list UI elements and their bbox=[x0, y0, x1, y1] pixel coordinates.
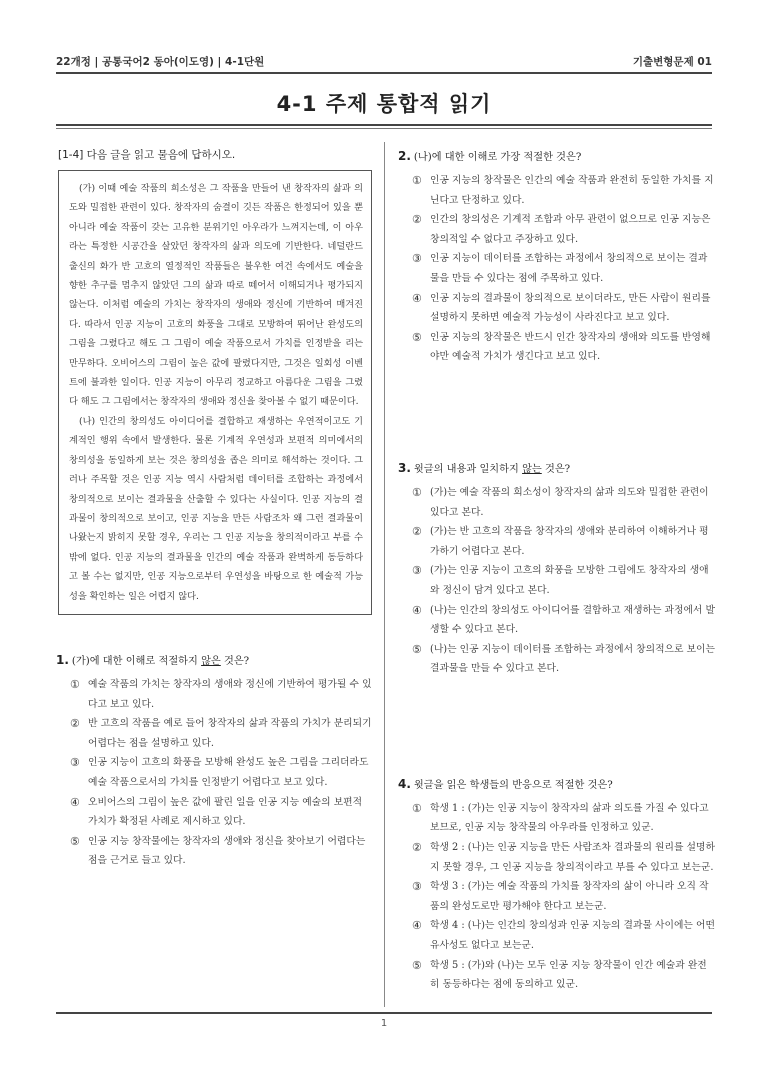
option[interactable] bbox=[56, 832, 372, 871]
option-marker: ④ bbox=[412, 291, 422, 305]
option-marker: ② bbox=[70, 717, 80, 731]
instruction: [1-4] 다음 글을 읽고 물음에 답하시오. bbox=[58, 149, 236, 161]
page-number: 1 bbox=[380, 1018, 388, 1029]
option-marker: ② bbox=[412, 525, 422, 539]
option-marker: ④ bbox=[412, 603, 422, 617]
option[interactable] bbox=[398, 838, 716, 877]
option-marker: ⑤ bbox=[412, 642, 422, 656]
option-marker: ① bbox=[412, 174, 422, 187]
option-text: 인간의 창의성은 기계적 조합과 아무 관련이 없으므로 인공 지능은 창의적일 수 없다고 주장하고 있다. bbox=[430, 214, 711, 245]
option[interactable] bbox=[398, 956, 716, 995]
page-title: 4-1 주제 통합적 읽기 bbox=[276, 92, 492, 116]
question-1 bbox=[56, 651, 372, 871]
question-number: 1. bbox=[56, 652, 69, 667]
option[interactable] bbox=[398, 289, 716, 328]
option-text: 인공 지능의 결과물이 창의적으로 보이더라도, 만든 사람이 원리를 설명하지 못하면 예술적 가능성이 사라진다고 보고 있다. bbox=[430, 292, 711, 324]
option-text: (나)는 인간의 창의성도 아이디어를 결합하고 재생하는 과정에서 발생할 수 있다고 본다. bbox=[430, 604, 715, 636]
option-marker: ② bbox=[412, 841, 422, 855]
option-marker: ① bbox=[412, 801, 422, 815]
option[interactable] bbox=[398, 601, 716, 640]
option-text: (가)는 반 고흐의 작품을 창작자의 생애와 분리하여 이해하거나 평가하기 어렵다고 본다. bbox=[430, 526, 709, 557]
question-1-stem: 1. (가)에 대한 이해로 적절하지 않은 것은? bbox=[56, 652, 250, 667]
option[interactable] bbox=[398, 561, 716, 600]
option-text: 인공 지능이 데이터를 조합하는 과정에서 창의적으로 보이는 결과물을 만들 수 있다는 점에 주목하고 있다. bbox=[430, 253, 708, 284]
option-marker: ⑤ bbox=[412, 330, 422, 344]
option-text: (가)는 예술 작품의 희소성이 창작자의 삶과 의도와 밀접한 관련이 있다고 본다. bbox=[430, 486, 709, 518]
option[interactable] bbox=[398, 483, 716, 522]
question-number: 3. bbox=[398, 460, 411, 475]
option[interactable] bbox=[398, 877, 716, 916]
left-column bbox=[56, 147, 372, 871]
option-text: 오비어스의 그림이 높은 값에 팔린 일을 인공 지능 예술의 보편적 가치가 확정된 사례로 제시하고 있다. bbox=[88, 796, 363, 828]
question-3 bbox=[398, 459, 716, 679]
option-text: 인공 지능이 고흐의 화풍을 모방해 완성도 높은 그림을 그리더라도 예술 작품으로서의 가치를 인정받기 어렵다고 보고 있다. bbox=[88, 757, 369, 788]
option-text: (나)는 인공 지능이 데이터를 조합하는 과정에서 창의적으로 보이는 결과물을 만들 수 있다고 본다. bbox=[430, 643, 715, 675]
question-4 bbox=[398, 775, 716, 995]
passage-paragraph-na: (나) 인간의 창의성도 아이디어를 결합하고 재생하는 우연적이고도 기계적인 행위 속에서 발생한다. 물론 기계적 우연성과 보편적 의미에서의 창의성을 동일하게 보는 것은 창의성을 좁은 의미로 해석하는 것이다. 그러나 주목할 것은 인공 지능 역시 사람처럼 데이터를 조합하는 과정에서 창의적으로 보이는 결과물을 산출할 수 있다는 사실이다. 인공 지능의 결과물이 창의적으로 보이고, 인공 지능을 만든 사람조차 왜 그런 결과물이 나왔는지 밝히지 못할 경우, 우리는 그 인공 지능을 창의적이라고 부를 수밖에 없다. 인공 지능의 결과물을 인간의 예술 작품과 완벽하게 동등하다고 볼 수는 없지만, 인공 지능으로부터 우연성을 바탕으로 한 예술적 가능성을 확인하는 일은 어렵지 않다. bbox=[69, 415, 363, 602]
option-marker: ② bbox=[412, 213, 422, 227]
option-text: 인공 지능 창작물에는 창작자의 생애와 정신을 찾아보기 어렵다는 점을 근거로 들고 있다. bbox=[88, 835, 366, 867]
option[interactable] bbox=[56, 753, 372, 792]
option-marker: ④ bbox=[70, 795, 80, 809]
option-marker: ⑤ bbox=[70, 834, 80, 848]
option-marker: ⑤ bbox=[412, 958, 422, 972]
option-text: 학생 5 : (가)와 (나)는 모두 인공 지능 창작물이 인간 예술과 완전히 동등하다는 점에 동의하고 있군. bbox=[430, 959, 707, 991]
column-divider bbox=[384, 142, 385, 1007]
title-rule-top bbox=[56, 124, 712, 126]
header-course-info: 22개정 | 공통국어2 동아(이도영) | 4-1단원 bbox=[56, 56, 265, 68]
option-marker: ① bbox=[70, 677, 80, 691]
header-rule bbox=[56, 72, 712, 74]
option-text: 학생 2 : (나)는 인공 지능을 만든 사람조차 결과물의 원리를 설명하지 못할 경우, 그 인공 지능을 창의적이라고 부를 수 있다고 보는군. bbox=[430, 842, 715, 873]
emphasis-underline: 않은 bbox=[201, 655, 221, 667]
option-marker: ① bbox=[412, 485, 422, 499]
option[interactable] bbox=[398, 249, 716, 288]
footer-rule bbox=[56, 1012, 712, 1014]
passage-paragraph-ga: (가) 이때 예술 작품의 희소성은 그 작품을 만들어 낸 창작자의 삶과 의도와 밀접한 관련이 있다. 창작자의 숨결이 깃든 작품은 한정되어 있을 뿐 아니라 예술 작품이 갖는 고유한 분위기인 아우라가 느껴지는데, 이 아우라는 특정한 시공간을 살았던 창작자의 삶과 의도에 기반한다. 네덜란드 출신의 화가 반 고흐의 열정적인 작품들은 불우한 여건 속에서도 예술을 향한 추구를 멈추지 않았던 그의 삶과 따로 떼어서 이해되거나 평가되지 않는다. 이처럼 예술의 가치는 창작자의 생애와 정신에 기반하여 매겨진다. 따라서 인공 지능이 고흐의 화풍을 그대로 모방하여 뛰어난 완성도의 그림을 그렸다고 해도 그 그림이 예술 작품으로서 가치를 인정받을 리는 만무하다. 오비어스의 그림이 높은 값에 팔렸다지만, 그것은 일회성 이벤트에 불과한 일이다. 인공 지능이 아무리 정교하고 아름다운 그림을 그렸다 해도 그 그림에서는 창작자의 생애와 정신을 찾아볼 수 없기 때문이다. bbox=[69, 183, 363, 408]
option-marker: ③ bbox=[412, 880, 422, 894]
option-text: 인공 지능의 창작물은 반드시 인간 창작자의 생애와 의도를 반영해야만 예술적 가치가 생긴다고 보고 있다. bbox=[430, 331, 711, 363]
question-2-stem: 2. (나)에 대한 이해로 가장 적절한 것은? bbox=[398, 149, 582, 163]
reading-passage bbox=[58, 170, 372, 615]
option[interactable] bbox=[398, 210, 716, 249]
option[interactable] bbox=[398, 328, 716, 367]
right-column bbox=[398, 147, 716, 995]
question-number: 2. bbox=[398, 149, 411, 163]
option[interactable] bbox=[398, 522, 716, 561]
option-marker: ③ bbox=[412, 564, 422, 578]
option-text: 인공 지능의 창작물은 인간의 예술 작품과 완전히 동일한 가치를 지닌다고 단정하고 있다. bbox=[430, 175, 714, 206]
option-text: 학생 3 : (가)는 예술 작품의 가치를 창작자의 삶이 아니라 오직 작품의 완성도로만 평가해야 한다고 보는군. bbox=[430, 881, 709, 912]
header-worksheet-label: 기출변형문제 01 bbox=[632, 56, 712, 68]
option[interactable] bbox=[56, 793, 372, 832]
question-4-stem: 4. 윗글을 읽은 학생들의 반응으로 적절한 것은? bbox=[398, 776, 613, 791]
option[interactable] bbox=[398, 799, 716, 838]
option-text: 학생 4 : (나)는 인간의 창의성과 인공 지능의 결과물 사이에는 어떤 유사성도 없다고 보는군. bbox=[430, 920, 715, 952]
option[interactable] bbox=[398, 171, 716, 210]
option-marker: ③ bbox=[412, 252, 422, 266]
option-marker: ③ bbox=[70, 756, 80, 770]
option-marker: ④ bbox=[412, 919, 422, 933]
page-header bbox=[56, 50, 712, 72]
option[interactable] bbox=[398, 916, 716, 955]
title-rule-bottom bbox=[56, 128, 712, 129]
option[interactable] bbox=[398, 640, 716, 679]
question-2 bbox=[398, 147, 716, 367]
option-text: 학생 1 : (가)는 인공 지능이 창작자의 삶과 의도를 가질 수 있다고 보므로, 인공 지능 창작물의 아우라를 인정하고 있군. bbox=[430, 802, 709, 834]
option[interactable] bbox=[56, 714, 372, 753]
option-text: 반 고흐의 작품을 예로 들어 창작자의 삶과 작품의 가치가 분리되기 어렵다는 점을 설명하고 있다. bbox=[88, 718, 372, 749]
option[interactable] bbox=[56, 675, 372, 714]
question-number: 4. bbox=[398, 776, 411, 791]
option-text: (가)는 인공 지능이 고흐의 화풍을 모방한 그림에도 창작자의 생애와 정신이 담겨 있다고 본다. bbox=[430, 565, 709, 596]
emphasis-underline: 않는 bbox=[522, 463, 542, 475]
question-3-stem: 3. 윗글의 내용과 일치하지 않는 것은? bbox=[398, 460, 571, 475]
option-text: 예술 작품의 가치는 창작자의 생애와 정신에 기반하여 평가될 수 있다고 보고 있다. bbox=[88, 678, 372, 710]
